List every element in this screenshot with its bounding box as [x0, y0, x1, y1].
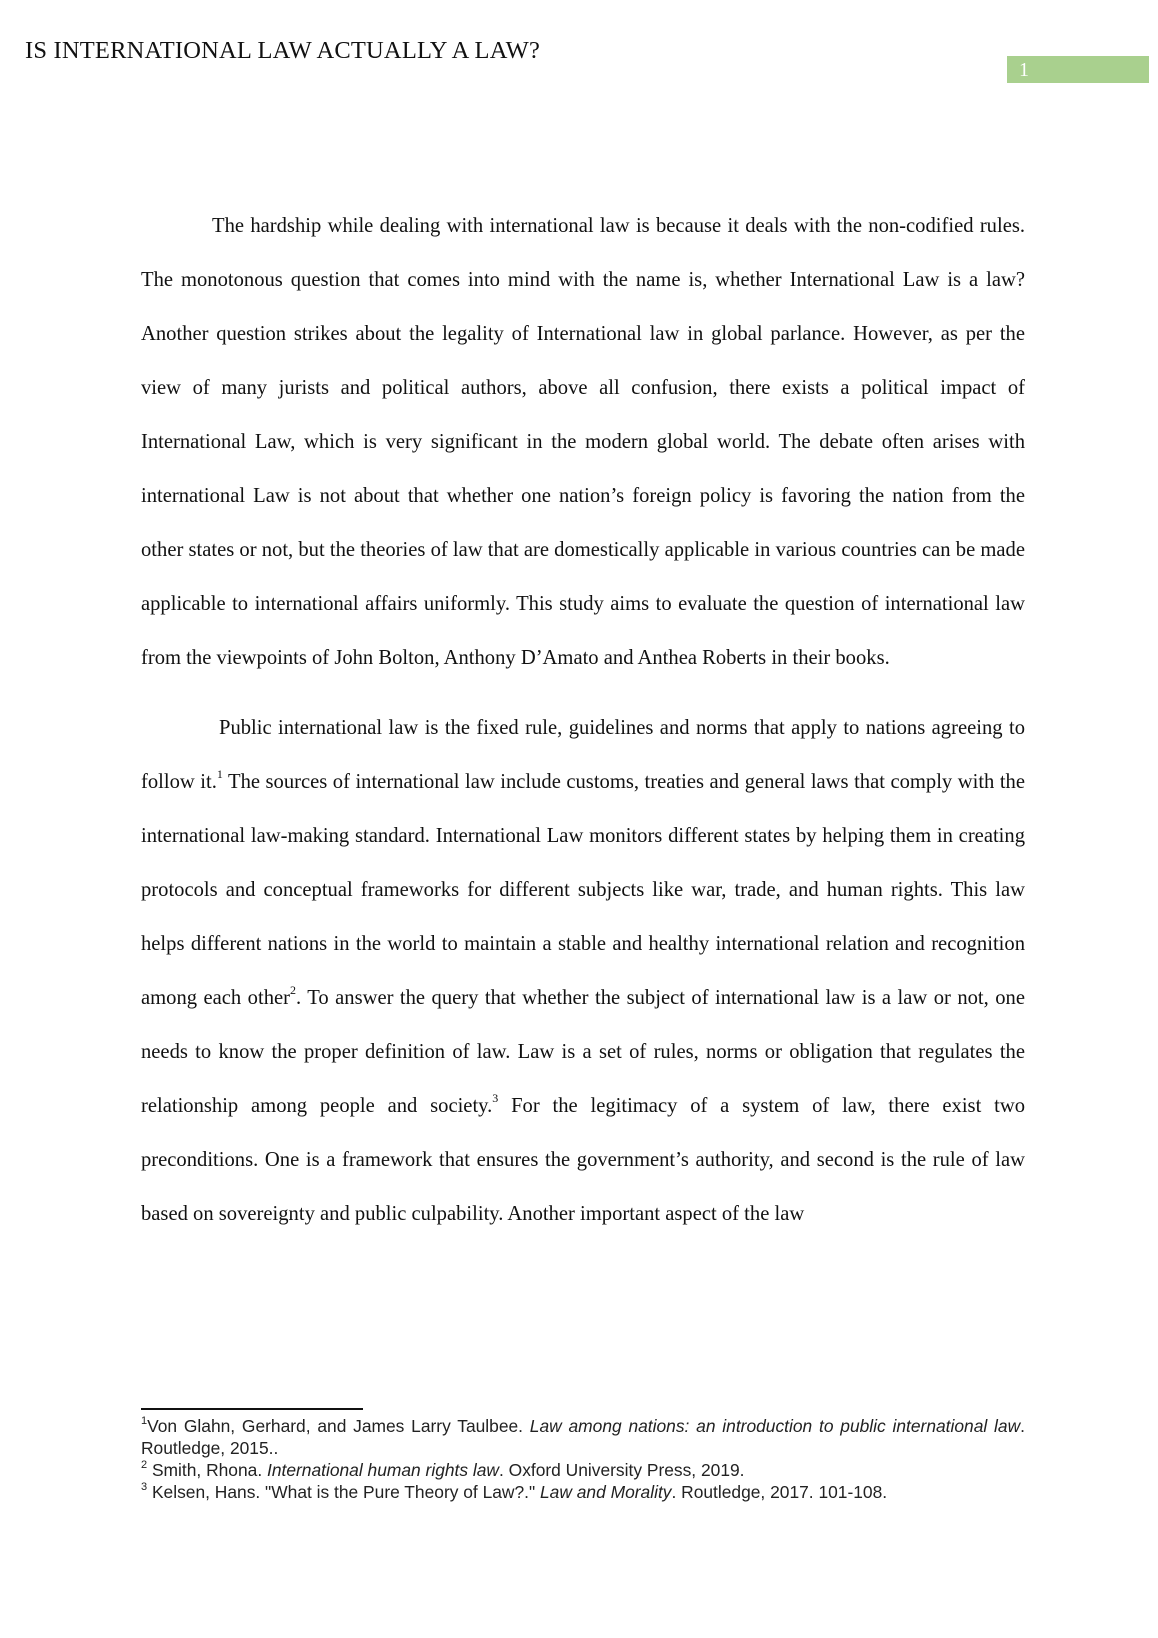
footnote-ref-1[interactable]: 1 [216, 767, 223, 782]
footnote-ref-2[interactable]: 2 [290, 983, 296, 998]
footnote-1 [141, 1415, 1025, 1459]
footnote-2 [141, 1459, 1025, 1481]
footnote-2-authors: Smith, Rhona. [147, 1460, 267, 1480]
footnote-3-publisher: . Routledge, 2017. 101-108. [671, 1482, 888, 1502]
footnote-1-title: Law among nations: an introduction to public international law [529, 1416, 1021, 1436]
footnote-3 [141, 1481, 1025, 1503]
main-body-text [141, 199, 1025, 1241]
paragraph-2 [141, 701, 1025, 1241]
footnote-3-authors: Kelsen, Hans. "What is the Pure Theory of Law?." [147, 1482, 541, 1502]
footnote-3-number: 3 [141, 1481, 148, 1494]
paragraph-2-sentence-4: For the legitimacy of a system of law, there exist two preconditions. One is a framework that ensures the government’s authority, and second is the rule of law based on sovereignty and public culpability. Another important aspect of the law [141, 1095, 1025, 1225]
footnote-1-publisher: . Routledge, 2015.. [141, 1416, 1025, 1458]
footnote-2-number: 2 [141, 1459, 148, 1472]
footnote-separator [141, 1408, 363, 1410]
paragraph-1: The hardship while dealing with international law is because it deals with the non-codified rules. The monotonous question that comes into mind with the name is, whether International Law is a law? Another question strikes about the legality of International law in global parlance. However, as per the view of many jurists and political authors, above all confusion, there exists a political impact of International Law, which is very significant in the modern global world. The debate often arises with international Law is not about that whether one nation’s foreign policy is favoring the nation from the other states or not, but the theories of law that are domestically applicable in various countries can be made applicable to international affairs uniformly. This study aims to evaluate the question of international law from the viewpoints of John Bolton, Anthony D’Amato and Anthea Roberts in their books. [141, 215, 1025, 669]
footnote-1-authors: Von Glahn, Gerhard, and James Larry Taulbee. [147, 1416, 530, 1436]
paragraph-2-sentence-3: . To answer the query that whether the subject of international law is a law or not, one needs to know the proper definition of law. Law is a set of rules, norms or obligation that regulates the relationship among people and society. [141, 987, 1025, 1117]
footnote-ref-3[interactable]: 3 [492, 1091, 499, 1106]
footnotes [141, 1415, 1025, 1503]
footnote-3-title: Law and Morality [540, 1482, 672, 1502]
footnote-1-number: 1 [141, 1415, 148, 1428]
footnote-2-title: International human rights law [266, 1460, 499, 1480]
footnote-2-publisher: . Oxford University Press, 2019. [499, 1460, 745, 1480]
paragraph-2-sentence-2: The sources of international law include customs, treaties and general laws that comply with the international law-making standard. International Law monitors different states by helping them in creating protocols and conceptual frameworks for different subjects like war, trade, and human rights. This law helps different nations in the world to maintain a stable and healthy international relation and recognition among each other [141, 771, 1025, 1009]
running-head-title: IS INTERNATIONAL LAW ACTUALLY A LAW? [25, 37, 541, 64]
page-number-badge: 1 [1007, 56, 1149, 83]
paragraph-2-sentence-1: Public international law is the fixed rule, guidelines and norms that apply to nations agreeing to follow it. [141, 717, 1025, 793]
